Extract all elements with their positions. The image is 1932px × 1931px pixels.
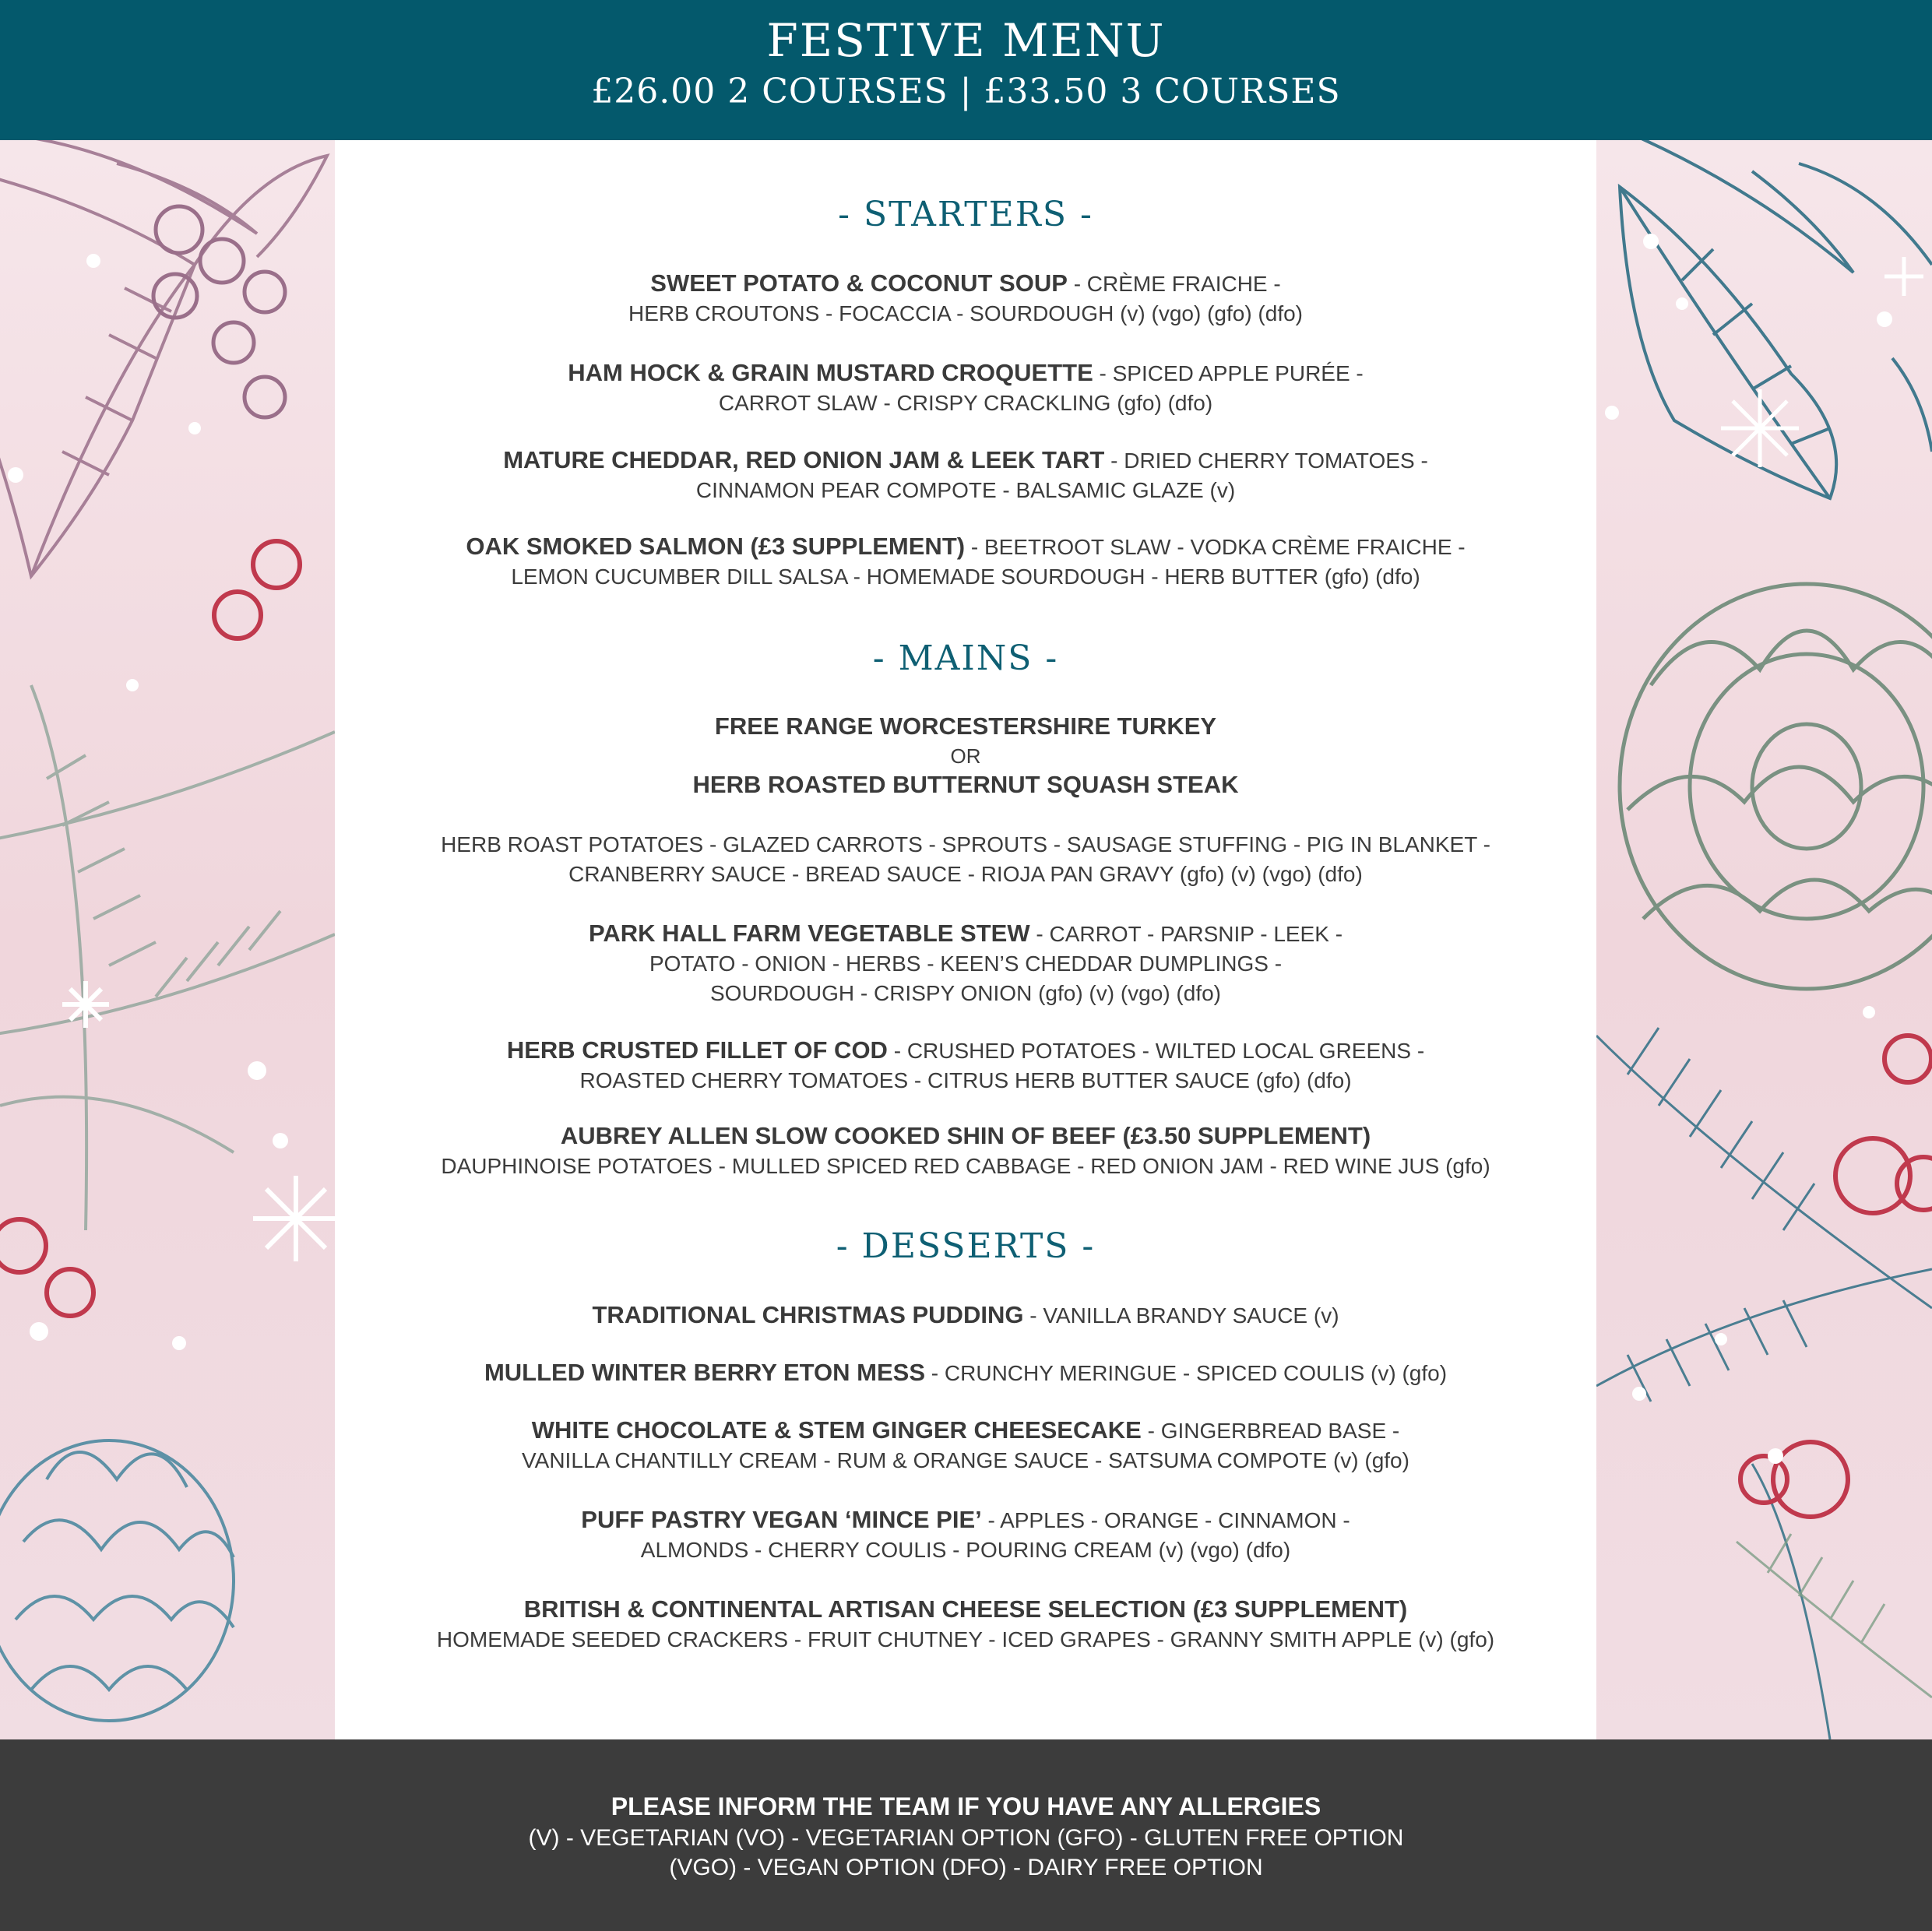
dish-name: PUFF PASTRY VEGAN ‘MINCE PIE’ bbox=[581, 1506, 982, 1533]
dish-name: HAM HOCK & GRAIN MUSTARD CROQUETTE bbox=[568, 359, 1093, 386]
starter-item bbox=[335, 445, 1596, 505]
dish-desc: DAUPHINOISE POTATOES - MULLED SPICED RED CABBAGE - RED ONION JAM - RED WINE JUS (gfo) bbox=[441, 1154, 1490, 1178]
dish-desc: VANILLA CHANTILLY CREAM - RUM & ORANGE SAUCE - SATSUMA COMPOTE (v) (gfo) bbox=[522, 1448, 1409, 1472]
starters-heading: - STARTERS - bbox=[838, 195, 1093, 234]
dessert-item bbox=[335, 1300, 1596, 1331]
or-separator: OR bbox=[950, 744, 981, 768]
dish-name: BRITISH & CONTINENTAL ARTISAN CHEESE SELECTION (£3 SUPPLEMENT) bbox=[523, 1595, 1408, 1623]
desserts-heading: - DESSERTS - bbox=[836, 1226, 1096, 1266]
dish-desc: - CRÈME FRAICHE - bbox=[1067, 272, 1281, 296]
dish-desc: - APPLES - ORANGE - CINNAMON - bbox=[981, 1508, 1350, 1532]
dish-desc: CINNAMON PEAR COMPOTE - BALSAMIC GLAZE (v) bbox=[695, 478, 1236, 502]
dish-name: HERB CRUSTED FILLET OF COD bbox=[506, 1036, 888, 1064]
dish-name: FREE RANGE WORCESTERSHIRE TURKEY bbox=[714, 712, 1217, 740]
dish-desc: HERB CROUTONS - FOCACCIA - SOURDOUGH (v) (vgo) (gfo) (dfo) bbox=[628, 301, 1303, 325]
holly-pinecone-illustration-right bbox=[1596, 140, 1932, 1739]
main-item bbox=[335, 1036, 1596, 1096]
right-decoration-panel bbox=[1596, 140, 1932, 1739]
dessert-item bbox=[335, 1416, 1596, 1476]
menu-title: FESTIVE MENU bbox=[766, 14, 1166, 67]
starter-item bbox=[335, 532, 1596, 592]
dish-desc: - CRUSHED POTATOES - WILTED LOCAL GREENS - bbox=[887, 1039, 1425, 1063]
dish-desc: SOURDOUGH - CRISPY ONION (gfo) (v) (vgo) (dfo) bbox=[709, 981, 1221, 1005]
dish-desc: - BEETROOT SLAW - VODKA CRÈME FRAICHE - bbox=[965, 535, 1466, 559]
menu-header bbox=[0, 0, 1932, 140]
dish-desc: HERB ROAST POTATOES - GLAZED CARROTS - SPROUTS - SAUSAGE STUFFING - PIG IN BLANKET - bbox=[441, 832, 1490, 856]
dessert-item bbox=[335, 1595, 1596, 1655]
dish-desc: - CARROT - PARSNIP - LEEK - bbox=[1029, 922, 1343, 946]
dish-name: TRADITIONAL CHRISTMAS PUDDING bbox=[592, 1301, 1024, 1328]
dish-desc: - SPICED APPLE PURÉE - bbox=[1093, 361, 1364, 385]
holly-pinecone-illustration bbox=[0, 140, 335, 1739]
allergy-footer bbox=[0, 1739, 1932, 1931]
dish-name: SWEET POTATO & COCONUT SOUP bbox=[650, 269, 1068, 297]
mains-heading: - MAINS - bbox=[872, 638, 1059, 678]
dietary-key-line1: (V) - VEGETARIAN (VO) - VEGETARIAN OPTION (GFO) - GLUTEN FREE OPTION bbox=[528, 1825, 1404, 1851]
dish-desc: - GINGERBREAD BASE - bbox=[1141, 1419, 1400, 1443]
dish-name: WHITE CHOCOLATE & STEM GINGER CHEESECAKE bbox=[531, 1416, 1142, 1444]
dish-desc: ROASTED CHERRY TOMATOES - CITRUS HERB BUTTER SAUCE (gfo) (dfo) bbox=[579, 1068, 1352, 1092]
main-item bbox=[335, 1121, 1596, 1181]
dish-desc: CRANBERRY SAUCE - BREAD SAUCE - RIOJA PAN GRAVY (gfo) (v) (vgo) (dfo) bbox=[568, 862, 1363, 886]
dish-name: MULLED WINTER BERRY ETON MESS bbox=[484, 1359, 926, 1386]
left-decoration-panel bbox=[0, 140, 335, 1739]
dessert-item bbox=[335, 1358, 1596, 1388]
main-choice-sides bbox=[335, 830, 1596, 889]
dish-name: HERB ROASTED BUTTERNUT SQUASH STEAK bbox=[692, 771, 1239, 798]
dish-name: MATURE CHEDDAR, RED ONION JAM & LEEK TART bbox=[503, 446, 1105, 473]
starter-item bbox=[335, 269, 1596, 329]
dish-name: AUBREY ALLEN SLOW COOKED SHIN OF BEEF (£3.50 SUPPLEMENT) bbox=[560, 1122, 1371, 1149]
dish-desc: HOMEMADE SEEDED CRACKERS - FRUIT CHUTNEY - ICED GRAPES - GRANNY SMITH APPLE (v) (gfo) bbox=[436, 1627, 1495, 1651]
dish-desc: - CRUNCHY MERINGUE - SPICED COULIS (v) (gfo) bbox=[925, 1361, 1448, 1385]
dish-desc: POTATO - ONION - HERBS - KEEN’S CHEDDAR DUMPLINGS - bbox=[649, 951, 1283, 976]
dietary-key-line2: (VGO) - VEGAN OPTION (DFO) - DAIRY FREE OPTION bbox=[669, 1855, 1263, 1880]
dish-name: OAK SMOKED SALMON (£3 SUPPLEMENT) bbox=[466, 533, 966, 560]
main-choice bbox=[335, 712, 1596, 800]
main-item bbox=[335, 919, 1596, 1008]
dessert-item bbox=[335, 1505, 1596, 1565]
menu-prices: £26.00 2 COURSES | £33.50 3 COURSES bbox=[591, 72, 1341, 111]
dish-desc: CARROT SLAW - CRISPY CRACKLING (gfo) (dfo) bbox=[718, 391, 1213, 415]
dish-desc: ALMONDS - CHERRY COULIS - POURING CREAM (v) (vgo) (dfo) bbox=[640, 1538, 1291, 1562]
starter-item bbox=[335, 358, 1596, 418]
allergy-notice: PLEASE INFORM THE TEAM IF YOU HAVE ANY ALLERGIES bbox=[611, 1792, 1321, 1820]
dish-desc: LEMON CUCUMBER DILL SALSA - HOMEMADE SOURDOUGH - HERB BUTTER (gfo) (dfo) bbox=[511, 565, 1420, 589]
dish-desc: - DRIED CHERRY TOMATOES - bbox=[1104, 448, 1428, 473]
dish-desc: - VANILLA BRANDY SAUCE (v) bbox=[1023, 1303, 1339, 1328]
dish-name: PARK HALL FARM VEGETABLE STEW bbox=[588, 920, 1030, 947]
